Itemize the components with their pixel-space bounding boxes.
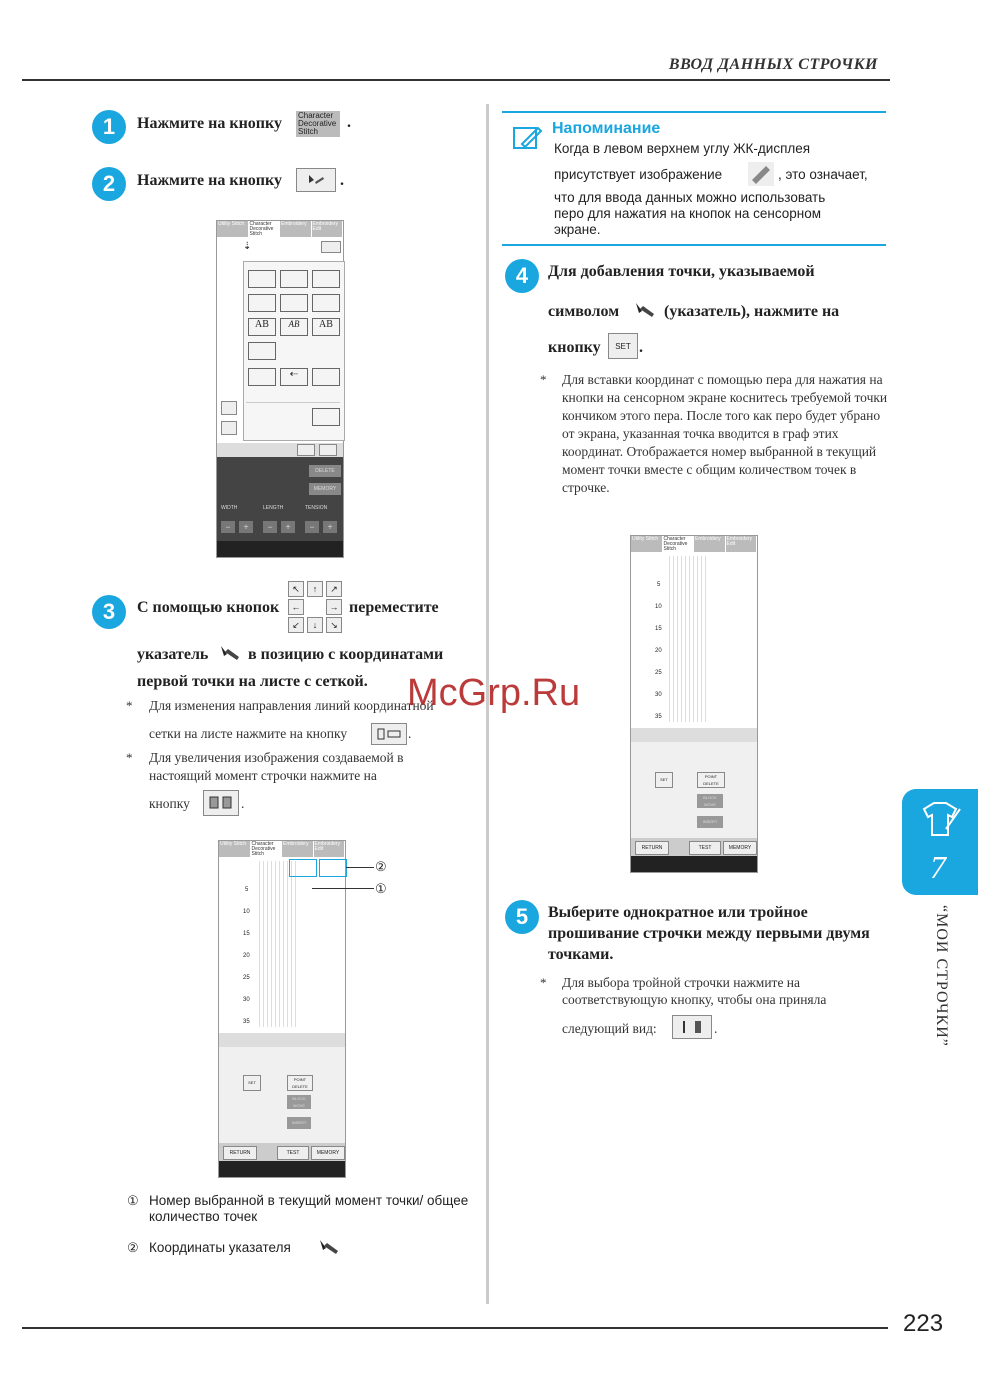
return-button[interactable]: RETURN xyxy=(223,1146,257,1160)
bullet-star: * xyxy=(126,750,133,765)
block-move-button[interactable]: BLOCK MOVE xyxy=(287,1095,311,1109)
tension-label: TENSION xyxy=(305,505,328,511)
needle-icon: ⇣ xyxy=(243,241,252,252)
step-3-note2c: кнопку xyxy=(149,796,190,811)
tab-character-decorative[interactable]: Character Decorative Stitch xyxy=(663,536,695,552)
step-5-line2: прошивание строчки между первыми двумя xyxy=(548,925,870,942)
zoom-icon xyxy=(208,795,234,811)
bullet-star: * xyxy=(540,975,547,990)
stitch-category-panel xyxy=(243,261,345,441)
step-5-line1: Выберите однократное или тройное xyxy=(548,904,808,921)
step-2-number: 2 xyxy=(92,167,126,201)
memo-line-1: Когда в левом верхнем углу ЖК-дисплея xyxy=(554,141,811,156)
step-4-line1: Для добавления точки, указываемой xyxy=(548,263,815,280)
lcd-bottom-bar xyxy=(217,541,343,557)
arrow-keys-group xyxy=(288,581,342,633)
step-4-number: 4 xyxy=(505,259,539,293)
zoom-button[interactable] xyxy=(203,790,239,816)
lcd-bottom-bar xyxy=(219,1161,345,1177)
lock-button[interactable] xyxy=(297,444,315,456)
lcd-button-area xyxy=(631,742,757,838)
pointer-pen-icon xyxy=(306,173,326,187)
lcd-lower-bar xyxy=(631,838,757,856)
chapter-label: “МОИ СТРОЧКИ” xyxy=(933,905,950,1047)
tab-embroidery[interactable]: Embroidery xyxy=(694,536,726,552)
step-3-line2b: в позицию с координатами xyxy=(248,646,444,663)
section-title: ВВОД ДАННЫХ СТРОЧКИ xyxy=(668,56,878,73)
step-4-note: Для вставки координат с помощью пера для нажатия на кнопки на сенсорном экране коснитесь требуемой точки кончиком этого пера. После того как перо будет убрано от экрана, указанная точка вводится в граф этих координат. Отображается номер выбранной в текущий момент точки вместе с общим количеством точек в строчке. xyxy=(562,372,888,495)
legend-1-marker: ① xyxy=(127,1193,139,1208)
decorative-stitch-button-3[interactable] xyxy=(312,270,340,288)
memo-line-2b: , это означает, xyxy=(778,167,868,182)
step-5-number: 5 xyxy=(505,900,539,934)
pointer-pen-icon xyxy=(318,1238,340,1261)
step-3-line3: первой точки на листе с сеткой. xyxy=(137,673,368,690)
point-count-display xyxy=(289,859,317,877)
step-4-line3: кнопку xyxy=(548,339,601,356)
period: . xyxy=(408,726,412,741)
footer-rule xyxy=(22,1327,888,1329)
length-minus-button[interactable]: − xyxy=(263,521,277,533)
set-button[interactable]: SET xyxy=(608,333,638,359)
font-button-3[interactable]: AB xyxy=(312,318,340,336)
scissors-button[interactable] xyxy=(221,421,237,435)
ruler-25: 25 xyxy=(655,670,662,676)
memory-button[interactable]: MEMORY xyxy=(723,841,757,855)
stitch-grid[interactable] xyxy=(669,556,709,722)
memo-icon xyxy=(512,124,544,157)
length-label: LENGTH xyxy=(263,505,284,511)
length-plus-button[interactable]: + xyxy=(281,521,295,533)
set-button[interactable]: SET xyxy=(243,1075,261,1091)
step-1-text: Нажмите на кнопку xyxy=(137,115,282,132)
lcd-screen-stitch-menu xyxy=(216,220,344,558)
pattern-select-button[interactable] xyxy=(321,241,341,253)
arrow-up-button[interactable]: ↑ xyxy=(307,581,323,597)
block-move-button[interactable]: BLOCK MOVE xyxy=(697,794,723,808)
lcd-tab-bar xyxy=(217,221,343,237)
test-button[interactable]: TEST xyxy=(277,1146,309,1160)
step-4-line2a: символом xyxy=(548,303,620,320)
tab-embroidery-edit[interactable]: Embroidery Edit xyxy=(314,841,346,857)
pointer-pen-icon xyxy=(219,644,241,667)
tab-utility-stitch[interactable]: Utility Stitch xyxy=(631,536,663,552)
width-label: WIDTH xyxy=(221,505,238,511)
decorative-stitch-button-6[interactable] xyxy=(312,294,340,312)
ruler-10: 10 xyxy=(243,909,250,915)
arrow-up-right-button[interactable]: ↗ xyxy=(326,581,342,597)
ruler-35: 35 xyxy=(243,1019,250,1025)
pointer-pen-icon xyxy=(634,301,656,324)
lcd-status-bar xyxy=(631,728,757,742)
lcd-screen-drawing xyxy=(218,840,346,1178)
pen-icon xyxy=(748,162,774,186)
ruler-15: 15 xyxy=(655,626,662,632)
ruler-20: 20 xyxy=(243,953,250,959)
insert-button[interactable]: INSERT xyxy=(287,1117,311,1129)
ruler-10: 10 xyxy=(655,604,662,610)
ruler-5: 5 xyxy=(657,582,661,588)
arrow-down-right-button[interactable]: ↘ xyxy=(326,617,342,633)
usb-button[interactable]: ⇠ xyxy=(280,368,308,386)
memo-line-2a: присутствует изображение xyxy=(554,167,723,182)
lcd-button-area xyxy=(219,1047,345,1143)
bullet-star: * xyxy=(540,372,547,387)
tension-plus-button[interactable]: + xyxy=(323,521,337,533)
memo-line-5: экране. xyxy=(554,222,601,237)
tab-utility-stitch[interactable]: Utility Stitch xyxy=(217,221,249,237)
my-custom-stitch-button[interactable] xyxy=(248,342,276,360)
point-delete-button[interactable]: POINT DELETE xyxy=(697,772,725,788)
lcd-lower-bar xyxy=(219,1143,345,1161)
arrow-right-button[interactable]: → xyxy=(326,599,342,615)
step-4-line2b: (указатель), нажмите на xyxy=(664,303,840,320)
book-button[interactable] xyxy=(319,444,337,456)
chapter-number: 7 xyxy=(930,849,946,885)
tension-minus-button[interactable]: − xyxy=(305,521,319,533)
panel-divider xyxy=(246,402,340,403)
arrow-down-button[interactable]: ↓ xyxy=(307,617,323,633)
insert-button[interactable]: INSERT xyxy=(697,816,723,828)
memo-line-3: что для ввода данных можно использовать xyxy=(554,190,826,205)
arrow-down-left-button[interactable]: ↙ xyxy=(288,617,304,633)
step-5-line3: точками. xyxy=(548,946,614,963)
memory-button[interactable]: MEMORY xyxy=(309,483,341,495)
grid-direction-button[interactable] xyxy=(371,723,407,745)
step-3-note2a: Для увеличения изображения создаваемой в xyxy=(149,750,404,765)
step-2-period: . xyxy=(340,172,344,189)
delete-button[interactable]: DELETE xyxy=(309,465,341,477)
tab-character-decorative[interactable]: Character Decorative Stitch xyxy=(249,221,281,237)
font-button-2[interactable]: AB xyxy=(280,318,308,336)
lcd-tab-bar xyxy=(631,536,757,552)
grid-direction-icon xyxy=(376,728,402,740)
ruler-30: 30 xyxy=(243,997,250,1003)
step-1-period: . xyxy=(347,114,351,131)
memo-title: Напоминание xyxy=(552,120,661,137)
pointer-drawing-button[interactable] xyxy=(296,168,336,192)
step-3-number: 3 xyxy=(92,595,126,629)
computer-button[interactable] xyxy=(312,368,340,386)
step-2-text: Нажмите на кнопку xyxy=(137,172,282,189)
legend-1-text: Номер выбранной в текущий момент точки/ общее количество точек xyxy=(149,1193,469,1224)
character-decorative-stitch-button[interactable]: Character Decorative Stitch xyxy=(296,111,340,137)
lcd-control-area xyxy=(217,457,343,557)
callout-2-marker: ② xyxy=(375,859,387,874)
tab-utility-stitch[interactable]: Utility Stitch xyxy=(219,841,251,857)
period: . xyxy=(639,339,643,356)
arrow-up-left-button[interactable]: ↖ xyxy=(288,581,304,597)
step-3-line1a: С помощью кнопок xyxy=(137,599,280,616)
memo-bottom-rule xyxy=(502,244,886,246)
triple-stitch-button[interactable] xyxy=(672,1015,712,1039)
callout-1-leader xyxy=(312,888,374,889)
lcd-tab-bar xyxy=(219,841,345,857)
legend-2-marker: ② xyxy=(127,1240,139,1255)
ruler-35: 35 xyxy=(655,714,662,720)
lcd-screen-drawing-set xyxy=(630,535,758,873)
decorative-stitch-button-1[interactable] xyxy=(248,270,276,288)
ruler-5: 5 xyxy=(245,887,249,893)
tab-character-decorative[interactable]: Character Decorative Stitch xyxy=(251,841,283,857)
tab-embroidery-edit[interactable]: Embroidery Edit xyxy=(726,536,758,552)
page-number: 223 xyxy=(903,1310,944,1337)
ruler-20: 20 xyxy=(655,648,662,654)
stitch-grid[interactable] xyxy=(259,861,299,1027)
pointer-drawing-button-lcd[interactable] xyxy=(312,408,340,426)
width-plus-button[interactable]: + xyxy=(239,521,253,533)
tab-embroidery[interactable]: Embroidery xyxy=(282,841,314,857)
step-3-line2a: указатель xyxy=(137,646,209,663)
test-button[interactable]: TEST xyxy=(689,841,721,855)
ruler-30: 30 xyxy=(655,692,662,698)
chapter-tab xyxy=(902,789,978,895)
tab-embroidery[interactable]: Embroidery xyxy=(280,221,312,237)
triple-stitch-icon xyxy=(677,1019,707,1035)
lcd-bottom-bar xyxy=(631,856,757,872)
step-3-line1b: переместите xyxy=(349,599,439,616)
ruler-25: 25 xyxy=(243,975,250,981)
legend-2-text: Координаты указателя xyxy=(149,1240,291,1255)
callout-1-marker: ① xyxy=(375,881,387,896)
period: . xyxy=(241,796,245,811)
decorative-stitch-button-2[interactable] xyxy=(280,270,308,288)
step-3-note1a: Для изменения направления линий координатной xyxy=(149,698,434,713)
font-button-1[interactable]: AB xyxy=(248,318,276,336)
shirt-icon xyxy=(916,799,964,839)
set-button[interactable]: SET xyxy=(655,772,673,788)
step-5-note-a: Для выбора тройной строчки нажмите на xyxy=(562,975,801,990)
memo-line-4: перо для нажатия на кнопок на сенсорном xyxy=(554,206,822,221)
callout-2-leader xyxy=(346,867,374,868)
lcd-status-bar xyxy=(219,1033,345,1047)
decorative-stitch-button-5[interactable] xyxy=(280,294,308,312)
memory-button[interactable]: MEMORY xyxy=(311,1146,345,1160)
arrow-left-button[interactable]: ← xyxy=(288,599,304,615)
step-1-number: 1 xyxy=(92,110,126,144)
decorative-stitch-button-4[interactable] xyxy=(248,294,276,312)
memo-top-rule xyxy=(502,111,886,113)
watermark: McGrp.Ru xyxy=(407,672,581,714)
reverse-button[interactable] xyxy=(221,401,237,415)
step-5-note-b: соответствующую кнопку, чтобы она приняла xyxy=(562,992,827,1007)
width-minus-button[interactable]: − xyxy=(221,521,235,533)
return-button[interactable]: RETURN xyxy=(635,841,669,855)
step-3-note2b: настоящий момент строчки нажмите на xyxy=(149,768,377,783)
pocket-button[interactable] xyxy=(248,368,276,386)
step-3-note1b: сетки на листе нажмите на кнопку xyxy=(149,726,348,741)
point-delete-button[interactable]: POINT DELETE xyxy=(287,1075,313,1091)
step-5-note-c: следующий вид: xyxy=(562,1021,657,1036)
header-rule xyxy=(22,79,890,81)
bullet-star: * xyxy=(126,698,133,713)
pointer-coordinates-display xyxy=(319,859,347,877)
lcd-status-bar xyxy=(217,443,343,457)
tab-embroidery-edit[interactable]: Embroidery Edit xyxy=(312,221,344,237)
period: . xyxy=(714,1021,718,1036)
ruler-15: 15 xyxy=(243,931,250,937)
